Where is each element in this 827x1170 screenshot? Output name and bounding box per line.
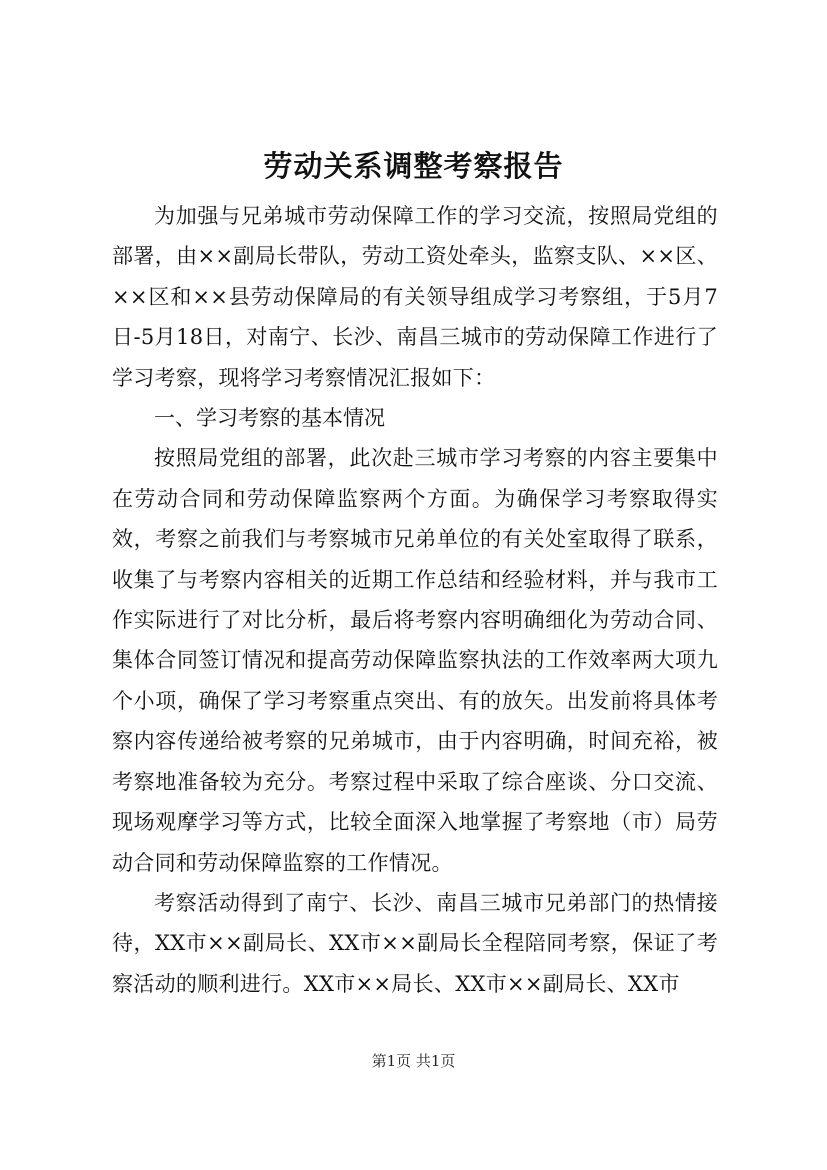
section-heading: 一、学习考察的基本情况 (154, 406, 385, 431)
document-body (112, 196, 718, 1004)
body-paragraph: 考察活动得到了南宁、长沙、南昌三城市兄弟部门的热情接待，XX市××副局长、XX市××副局长全程陪同考察，保证了考察活动的顺利进行。XX市××局长、XX市××副局长、XX市 (112, 890, 718, 996)
intro-paragraph: 为加强与兄弟城市劳动保障工作的学习交流，按照局党组的部署，由××副局长带队，劳动工资处牵头，监察支队、××区、××区和××县劳动保障局的有关领导组成学习考察组，于5月7日-5月18日，对南宁、长沙、南昌三城市的劳动保障工作进行了学习考察，现将学习考察情况汇报如下： (112, 204, 718, 390)
body-paragraph: 按照局党组的部署，此次赴三城市学习考察的内容主要集中在劳动合同和劳动保障监察两个方面。为确保学习考察取得实效，考察之前我们与考察城市兄弟单位的有关处室取得了联系，收集了与考察内容相关的近期工作总结和经验材料，并与我市工作实际进行了对比分析，最后将考察内容明确细化为劳动合同、集体合同签订情况和提高劳动保障监察执法的工作效率两大项九个小项，确保了学习考察重点突出、有的放矢。出发前将具体考察内容传递给被考察的兄弟城市，由于内容明确，时间充裕，被考察地准备较为充分。考察过程中采取了综合座谈、分口交流、现场观摩学习等方式，比较全面深入地掌握了考察地（市）局劳动合同和劳动保障监察的工作情况。 (112, 446, 718, 875)
document-title: 劳动关系调整考察报告 (263, 149, 564, 183)
page-footer: 第1页 共1页 (371, 1052, 456, 1070)
